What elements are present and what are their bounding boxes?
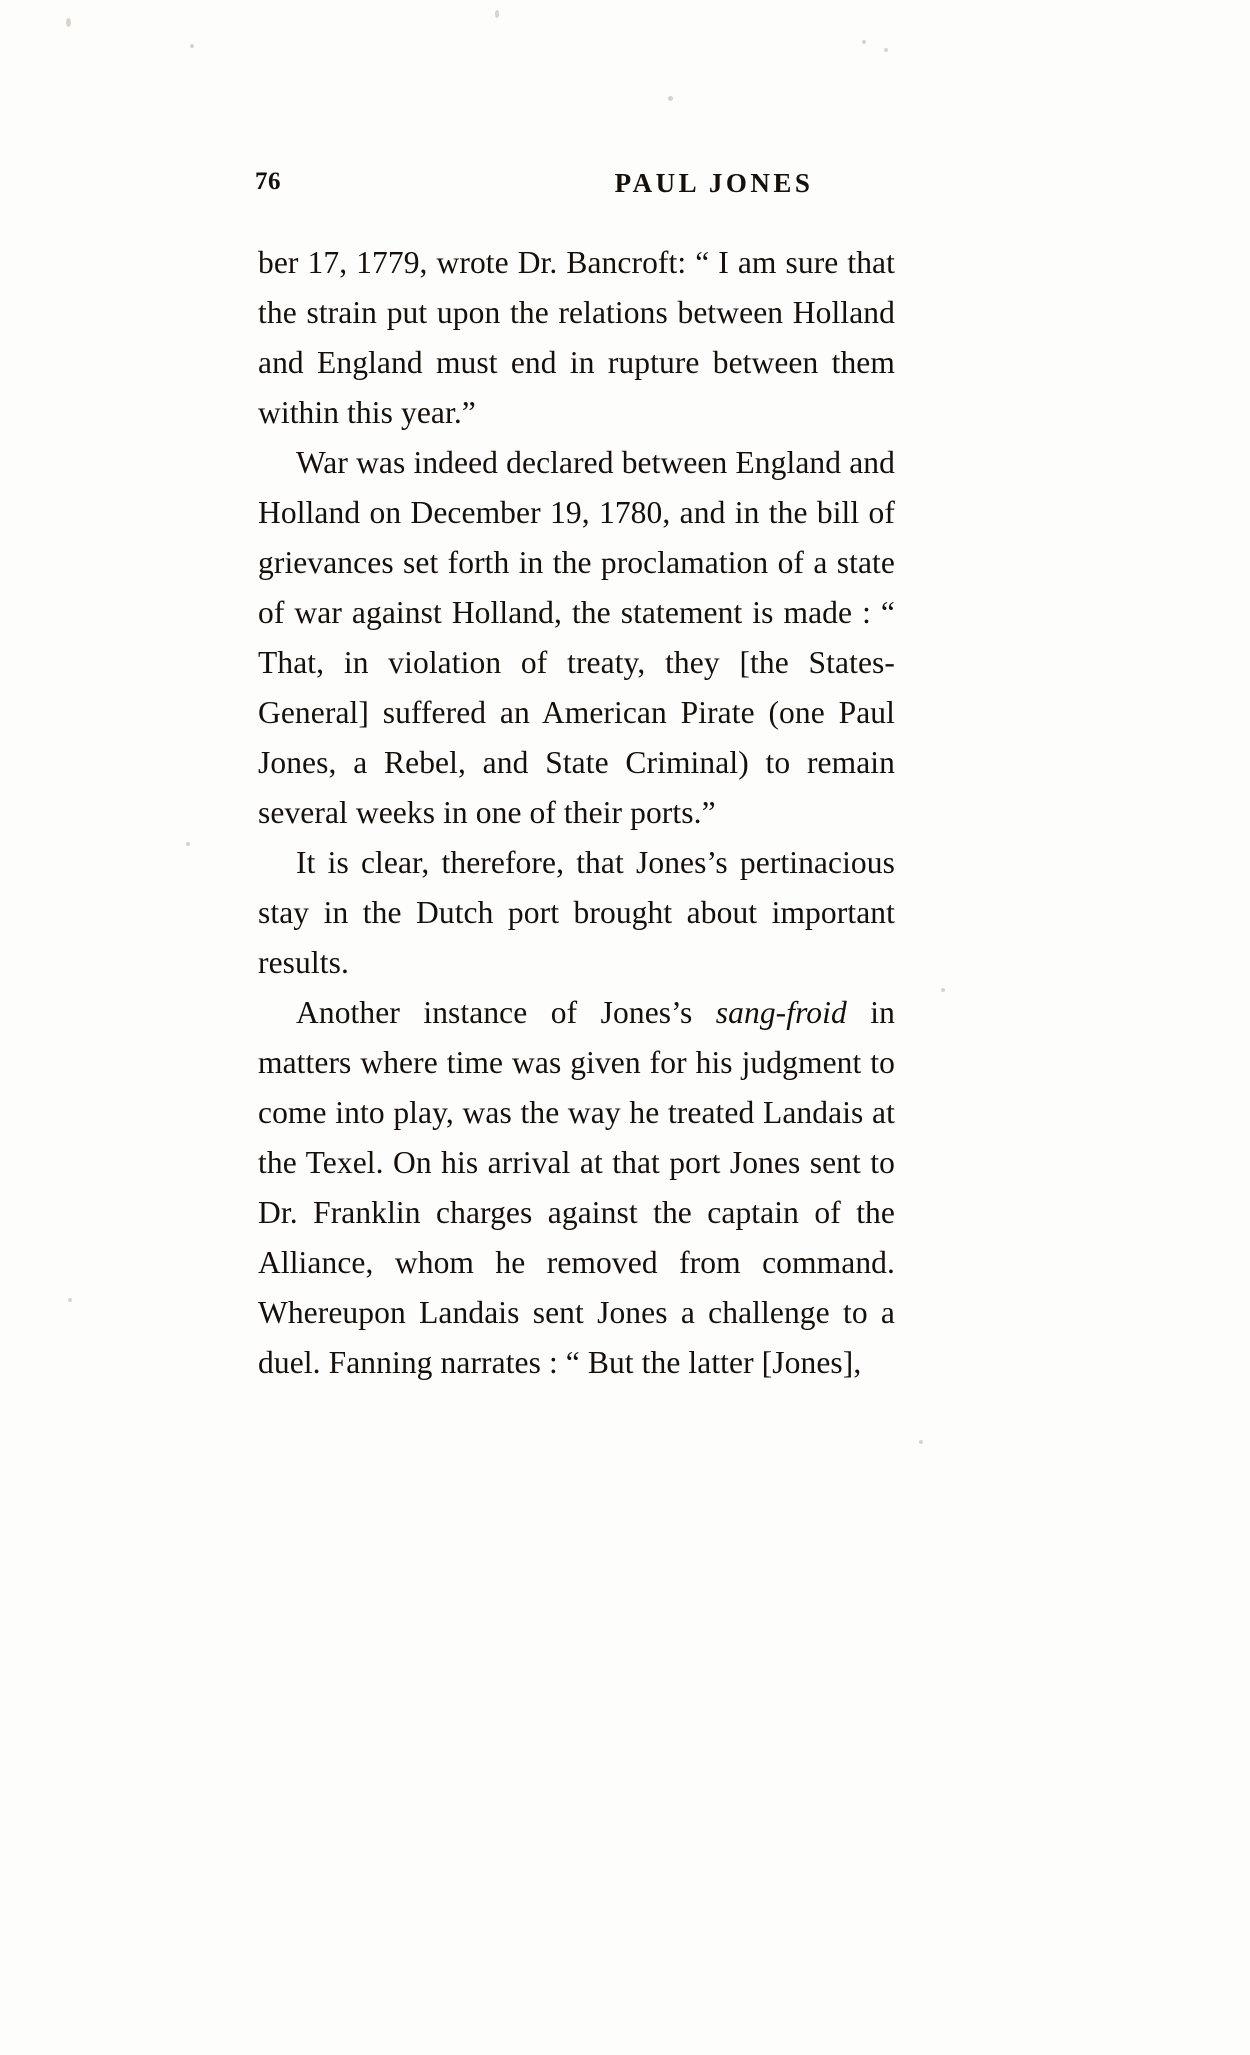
paragraph-2: War was indeed declared between England and Holland on December 19, 1780, and in the bill of grievances set forth in the proclamation of a state of war against Holland, the statement is made : “ That, in violation of treaty, they [the States-General] suffered an American Pirate (one Paul Jones, a Rebel, and State Criminal) to remain several weeks in one of their ports.” — [258, 445, 895, 830]
italic-phrase-sang-froid: sang-froid — [715, 995, 847, 1030]
paragraph-1: ber 17, 1779, wrote Dr. Bancroft: “ I am sure that the strain put upon the relations between Holland and England must end in rupture between them within this year.” — [258, 245, 895, 430]
paragraph-4-text-b: in matters where time was given for his judgment to come into play, was the way he treated Landais at the Texel. On his arrival at that port Jones sent to Dr. Franklin charges against the captain of the Alliance, whom he removed from command. Whereupon Landais sent Jones a challenge to a duel. Fanning narrates : “ But the latter [Jones], — [258, 995, 895, 1380]
paper-speck — [68, 1298, 72, 1302]
paragraph-3: It is clear, therefore, that Jones’s pertinacious stay in the Dutch port brought about important results. — [258, 845, 895, 980]
paper-speck — [919, 1440, 923, 1444]
paper-speck — [941, 988, 945, 992]
page-number: 76 — [255, 168, 281, 195]
paper-speck — [66, 18, 71, 27]
paper-speck — [668, 96, 673, 101]
running-title: PAUL JONES — [614, 168, 814, 198]
paper-speck — [186, 842, 190, 846]
page-header — [255, 168, 1155, 208]
paper-speck — [862, 40, 866, 44]
paragraph-4-text-a: Another instance of Jones’s — [296, 995, 716, 1030]
body-text — [258, 238, 895, 1388]
paper-speck — [884, 48, 888, 52]
paragraph-4 — [258, 988, 895, 1388]
paper-speck — [190, 44, 194, 48]
paper-speck — [495, 10, 499, 18]
